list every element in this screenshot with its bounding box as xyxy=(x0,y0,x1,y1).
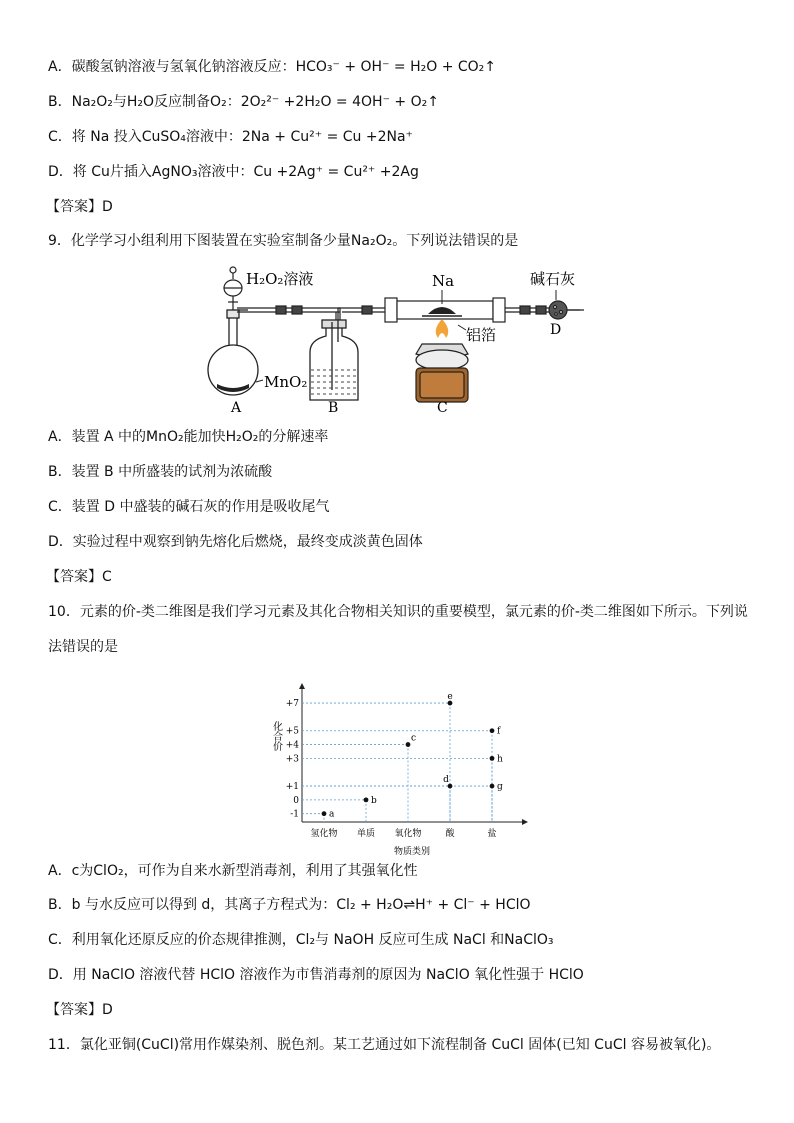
label-c: C xyxy=(437,400,448,416)
y-tick-label: -1 xyxy=(290,809,299,820)
x-tick-label: 氢化物 xyxy=(310,829,338,839)
x-axis-label: 物质类别 xyxy=(393,847,431,856)
point-label-g: g xyxy=(497,782,503,793)
y-axis-label: 化合价 xyxy=(270,721,282,751)
data-point-b xyxy=(364,797,369,802)
y-tick-label: +1 xyxy=(285,782,299,793)
q10-option-d: D．用 NaClO 溶液代替 HClO 溶液作为市售消毒剂的原因为 NaClO 氧化性强于 HClO xyxy=(48,967,584,983)
data-point-h xyxy=(490,756,495,761)
point-label-b: b xyxy=(371,795,377,806)
na-label: Na xyxy=(432,272,455,290)
q8-option-b: B．Na₂O₂与H₂O反应制备O₂：2O₂²⁻ +2H₂O = 4OH⁻ + O₂↑ xyxy=(48,94,439,110)
mno2-label: MnO₂ xyxy=(264,373,308,391)
y-tick-label: +5 xyxy=(285,726,299,737)
x-axis-arrow xyxy=(522,819,528,825)
label-b: B xyxy=(328,400,339,416)
label-a: A xyxy=(231,400,242,416)
q9-option-b: B．装置 B 中所盛装的试剂为浓硫酸 xyxy=(48,464,273,480)
data-point-g xyxy=(490,784,495,789)
alcohol-lamp-c xyxy=(416,344,468,402)
q8-option-d: D．将 Cu片插入AgNO₃溶液中：Cu +2Ag⁺ = Cu²⁺ +2Ag xyxy=(48,164,419,180)
x-tick-label: 盐 xyxy=(487,829,497,839)
foil-label: 铝箔 xyxy=(466,326,497,344)
point-label-f: f xyxy=(497,726,501,737)
y-tick-label: +3 xyxy=(285,754,299,765)
q9-option-a: A．装置 A 中的MnO₂能加快H₂O₂的分解速率 xyxy=(48,429,329,445)
point-label-h: h xyxy=(497,754,503,765)
q9-answer: 【答案】C xyxy=(46,569,112,585)
q10-option-c: C．利用氧化还原反应的价态规律推测，Cl₂与 NaOH 反应可生成 NaCl 和NaClO₃ xyxy=(48,932,554,948)
x-tick-label: 单质 xyxy=(356,829,376,839)
soda-lime-label: 碱石灰 xyxy=(530,270,576,288)
q11-stem: 11．氯化亚铜(CuCl)常用作媒染剂、脱色剂。某工艺通过如下流程制备 CuCl 固体(已知 CuCl 容易被氧化)。 xyxy=(48,1037,721,1053)
point-label-a: a xyxy=(329,809,335,820)
valence-class-chart xyxy=(262,676,532,856)
q10-option-a: A．c为ClO₂，可作为自来水新型消毒剂，利用了其强氧化性 xyxy=(48,863,418,879)
apparatus-diagram xyxy=(200,262,600,417)
q10-answer: 【答案】D xyxy=(46,1002,113,1018)
point-label-d: d xyxy=(443,775,449,786)
y-tick-label: +4 xyxy=(285,740,299,751)
q9-option-c: C．装置 D 中盛装的碱石灰的作用是吸收尾气 xyxy=(48,499,330,515)
separatory-funnel xyxy=(224,267,242,310)
y-axis-arrow xyxy=(299,683,305,689)
point-label-c: c xyxy=(411,733,417,744)
y-tick-label: 0 xyxy=(293,795,299,806)
label-d: D xyxy=(550,322,562,338)
q10-stem-line1: 10．元素的价-类二维图是我们学习元素及其化合物相关知识的重要模型，氯元素的价-类二维图如下所示。下列说 xyxy=(48,604,748,620)
q8-option-a: A．碳酸氢钠溶液与氢氧化钠溶液反应：HCO₃⁻ + OH⁻ = H₂O + CO₂↑ xyxy=(48,59,497,75)
flame-icon xyxy=(436,319,449,338)
q10-stem-line2: 法错误的是 xyxy=(48,639,118,655)
connecting-tube-cd xyxy=(505,306,550,314)
drying-tube-d xyxy=(549,301,584,319)
q9-stem: 9．化学学习小组利用下图装置在实验室制备少量Na₂O₂。下列说法错误的是 xyxy=(48,233,519,249)
q8-answer: 【答案】D xyxy=(46,199,113,215)
x-tick-label: 酸 xyxy=(445,829,455,839)
q8-option-c: C．将 Na 投入CuSO₄溶液中：2Na + Cu²⁺ = Cu +2Na⁺ xyxy=(48,129,413,145)
point-label-e: e xyxy=(447,692,453,703)
q10-option-b: B．b 与水反应可以得到 d，其离子方程式为：Cl₂ + H₂O⇌H⁺ + Cl⁻ + HClO xyxy=(48,897,531,913)
h2o2-label: H₂O₂溶液 xyxy=(246,270,314,288)
data-point-a xyxy=(322,811,327,816)
bottle-b-liquid xyxy=(311,370,357,394)
flask-a xyxy=(208,310,258,395)
q9-option-d: D．实验过程中观察到钠先熔化后燃烧，最终变成淡黄色固体 xyxy=(48,534,423,550)
y-tick-label: +7 xyxy=(285,699,299,710)
data-point-c xyxy=(406,742,411,747)
data-point-f xyxy=(490,728,495,733)
x-tick-label: 氧化物 xyxy=(394,829,422,839)
